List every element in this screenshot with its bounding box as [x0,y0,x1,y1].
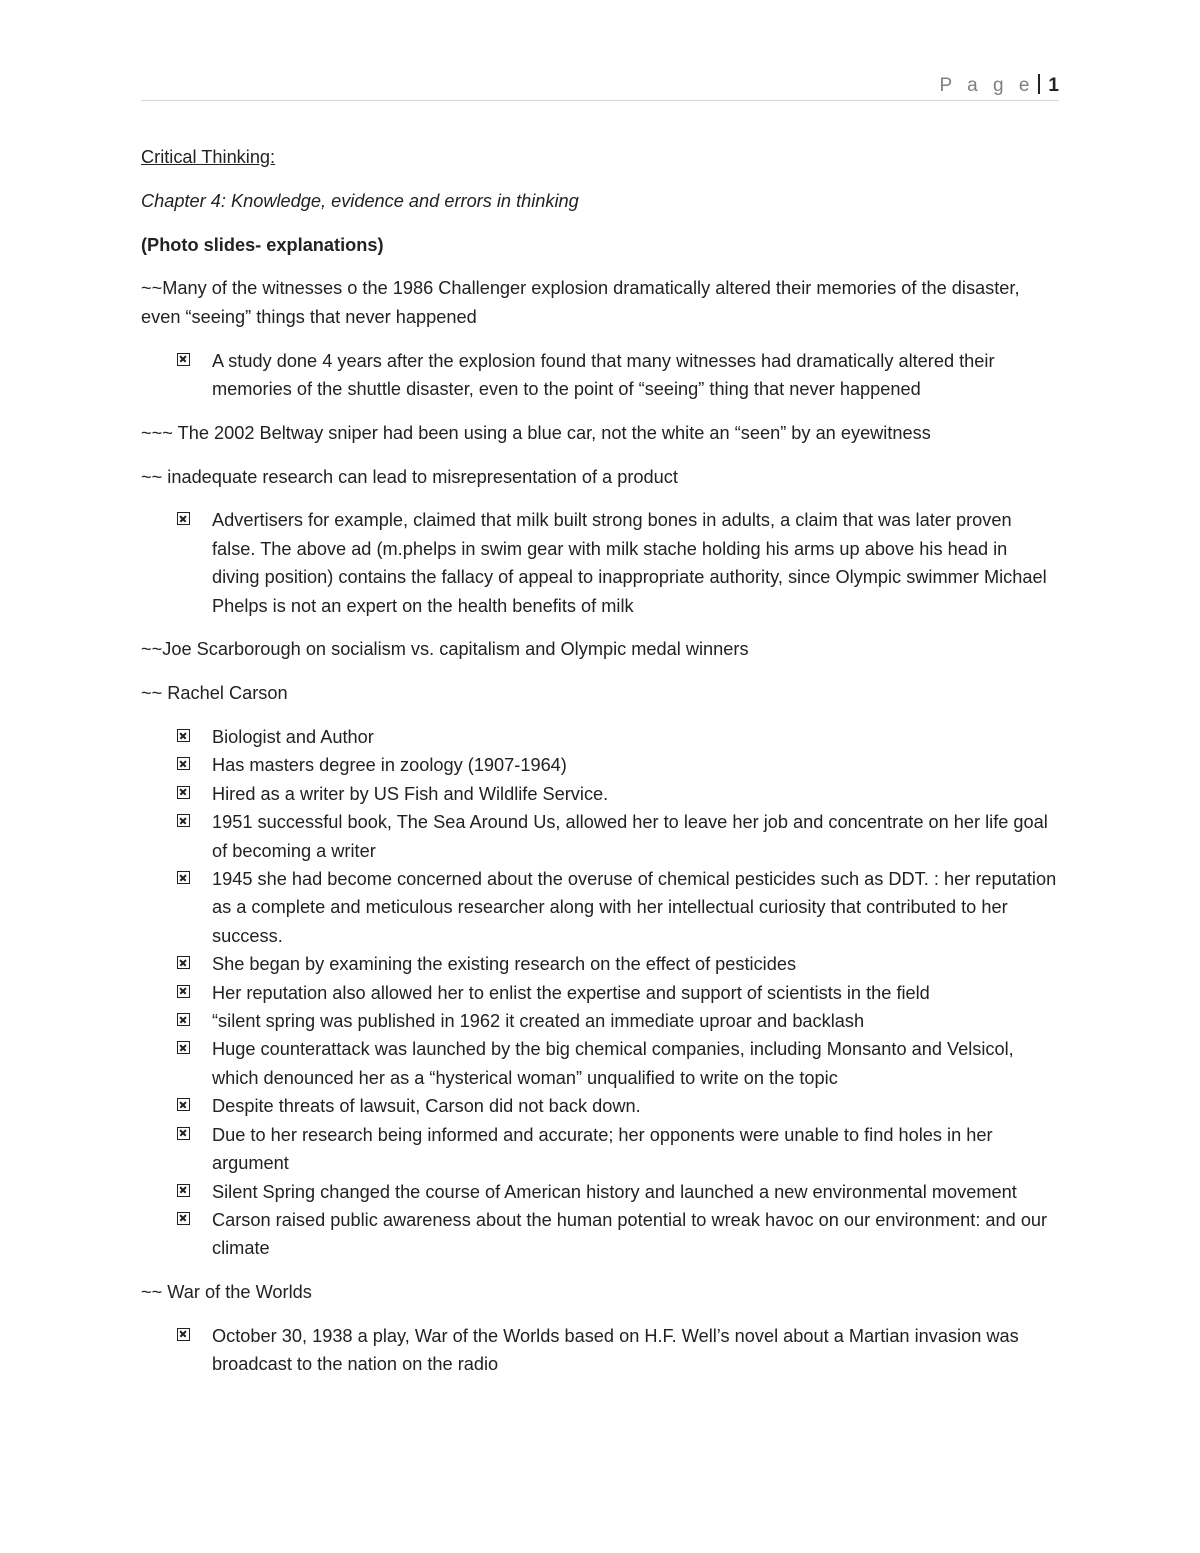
list-item [141,506,1059,620]
list-item-text: October 30, 1938 a play, War of the Worlds based on H.F. Well’s novel about a Martian invasion was broadcast to the nation on the radio [212,1325,1019,1375]
war-of-worlds-bullet-list [141,1322,1059,1379]
list-item [141,808,1059,865]
list-item-text: 1945 she had become concerned about the overuse of chemical pesticides such as DDT. : her reputation as a complete and meticulous researcher along with her intellectual curiosity that contributed to her success. [212,869,1057,946]
checkbox-x-icon [177,1041,190,1054]
list-item [141,950,1059,978]
list-item-text: A study done 4 years after the explosion found that many witnesses had dramatically altered their memories of the shuttle disaster, even to the point of “seeing” thing that never happened [212,350,995,399]
page-number: 1 [1048,75,1059,96]
chapter-heading: Chapter 4: Knowledge, evidence and errors in thinking [141,190,579,211]
checkbox-x-icon [177,786,190,799]
list-item-text: Advertisers for example, claimed that milk built strong bones in adults, a claim that was later proven false. The above ad (m.phelps in swim gear with milk stache holding his arms up above his head in diving position) contains the fallacy of appeal to inappropriate authority, since Olympic swimmer Michael Phelps is not an expert on the health benefits of milk [212,510,1047,616]
list-item-text: Despite threats of lawsuit, Carson did not back down. [212,1096,641,1117]
checkbox-x-icon [177,871,190,884]
list-item [141,979,1059,1007]
checkbox-x-icon [177,1184,190,1197]
page-separator [1038,74,1040,94]
list-item-text: “silent spring was published in 1962 it created an immediate uproar and backlash [212,1011,865,1032]
list-item [141,751,1059,779]
list-item [141,1178,1059,1206]
list-item-text: Carson raised public awareness about the human potential to wreak havoc on our environment: and our climate [212,1209,1048,1259]
page-header [141,74,1059,101]
checkbox-x-icon [177,956,190,969]
checkbox-x-icon [177,512,190,525]
page-label: P a g e [939,75,1035,96]
list-item-text: Silent Spring changed the course of American history and launched a new environmental movement [212,1181,1017,1202]
list-item [141,1121,1059,1178]
list-item-text: Due to her research being informed and accurate; her opponents were unable to find holes in her argument [212,1124,993,1174]
scarborough-paragraph: ~~Joe Scarborough on socialism vs. capitalism and Olympic medal winners [141,639,749,660]
checkbox-x-icon [177,985,190,998]
checkbox-x-icon [177,814,190,827]
checkbox-x-icon [177,1098,190,1111]
list-item [141,865,1059,950]
research-bullet-list [141,506,1059,620]
list-item-text: Hired as a writer by US Fish and Wildlife Service. [212,783,609,804]
list-item [141,1007,1059,1035]
page-number-block [940,74,1059,98]
list-item [141,780,1059,808]
list-item [141,723,1059,751]
checkbox-x-icon [177,1127,190,1140]
checkbox-x-icon [177,1328,190,1341]
list-item-text: Huge counterattack was launched by the big chemical companies, including Monsanto and Velsicol, which denounced her as a “hysterical woman” unqualified to write on the topic [212,1039,1014,1088]
list-item [141,1322,1059,1379]
document-title: Critical Thinking: [141,147,276,167]
challenger-bullet-list [141,347,1059,404]
list-item-text: Biologist and Author [212,727,374,747]
checkbox-x-icon [177,729,190,742]
checkbox-x-icon [177,1013,190,1026]
list-item [141,347,1059,404]
checkbox-x-icon [177,353,190,366]
checkbox-x-icon [177,1212,190,1225]
list-item [141,1092,1059,1120]
carson-bullet-list [141,723,1059,1263]
research-paragraph: ~~ inadequate research can lead to misrepresentation of a product [141,466,678,487]
challenger-paragraph: ~~Many of the witnesses o the 1986 Challenger explosion dramatically altered their memories of the disaster, even “seeing” things that never happened [141,278,1020,327]
checkbox-x-icon [177,757,190,770]
list-item [141,1206,1059,1263]
list-item-text: Has masters degree in zoology (1907-1964) [212,755,567,776]
list-item [141,1035,1059,1092]
list-item-text: She began by examining the existing research on the effect of pesticides [212,954,797,975]
list-item-text: 1951 successful book, The Sea Around Us, allowed her to leave her job and concentrate on her life goal of becoming a writer [212,812,1048,861]
section-subtitle: (Photo slides- explanations) [141,234,384,255]
carson-paragraph: ~~ Rachel Carson [141,683,288,704]
document-body [141,143,1059,1394]
war-of-worlds-paragraph: ~~ War of the Worlds [141,1282,312,1303]
beltway-paragraph: ~~~ The 2002 Beltway sniper had been using a blue car, not the white an “seen” by an eyewitness [141,422,931,443]
list-item-text: Her reputation also allowed her to enlist the expertise and support of scientists in the field [212,982,930,1003]
